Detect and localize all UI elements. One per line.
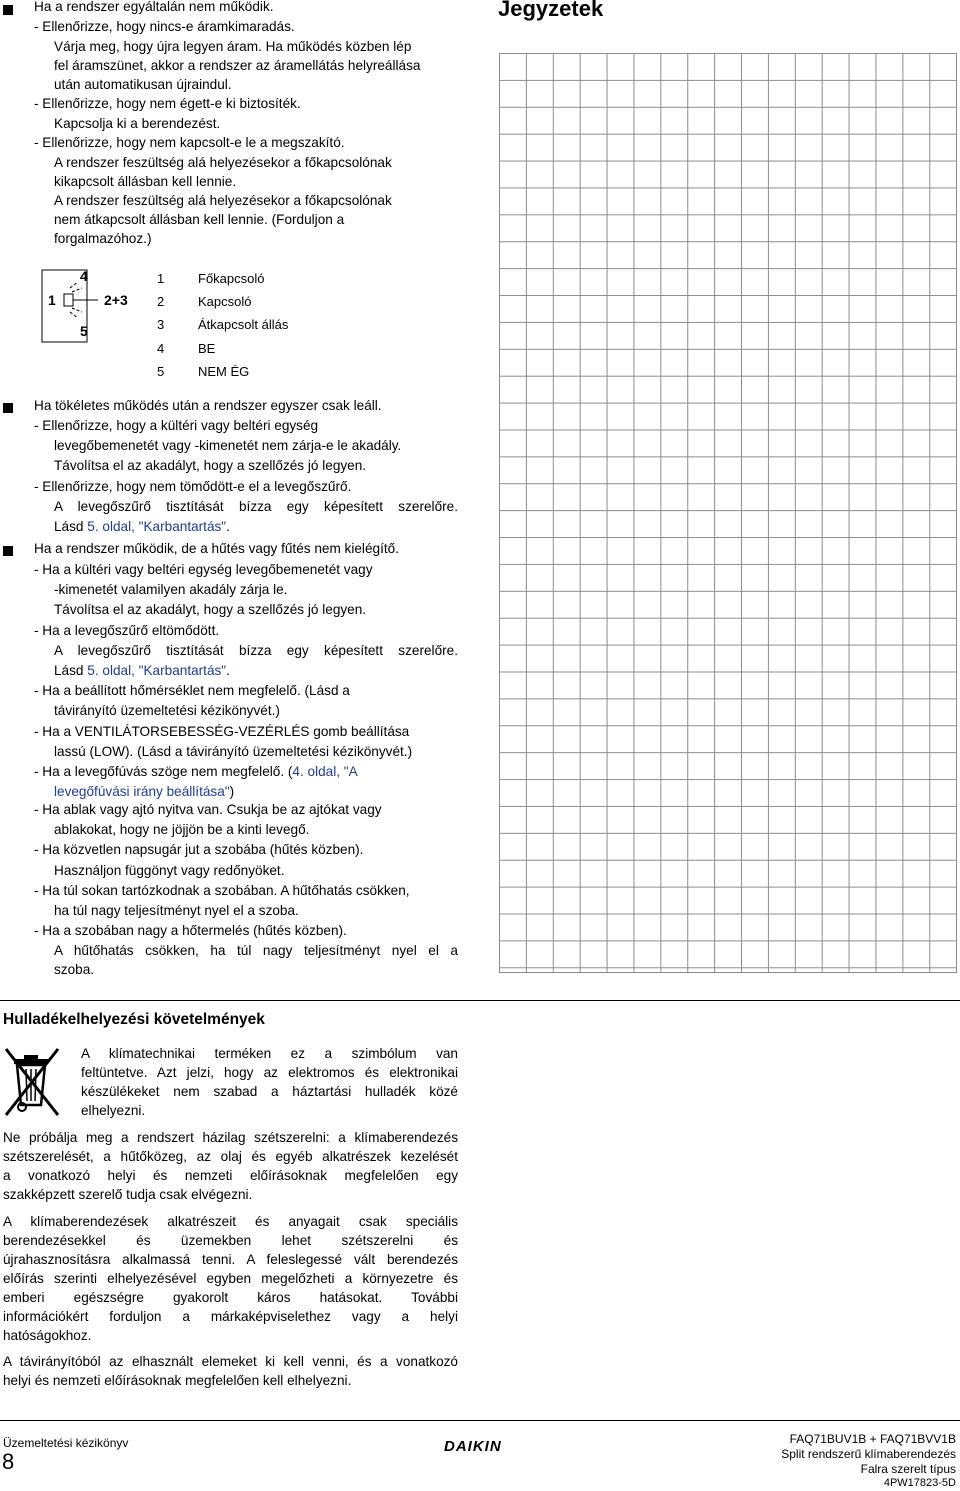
disposal-intro bbox=[81, 1044, 458, 1120]
text-line: - Ellenőrizze, hogy nincs-e áramkimaradás. bbox=[34, 19, 295, 34]
footer-product-line-2: Falra szerelt típus bbox=[860, 1462, 956, 1476]
text-line: után automatikusan újraindul. bbox=[54, 77, 232, 92]
legend-text: Kapcsoló bbox=[198, 294, 252, 309]
text-line: Távolítsa el az akadályt, hogy a szellőzés jó legyen. bbox=[54, 458, 367, 473]
text-line: Távolítsa el az akadályt, hogy a szellőzés jó legyen. bbox=[54, 602, 367, 617]
text-line: ha túl nagy teljesítményt nyel el a szoba. bbox=[54, 903, 299, 918]
text-line: Várja meg, hogy újra legyen áram. Ha működés közben lép bbox=[54, 39, 412, 54]
section-divider bbox=[0, 1000, 960, 1001]
text-line: szétszerelését, a hűtőközeg, az olaj és egyéb alkatrészek kezelését bbox=[3, 1149, 458, 1164]
text-line: a vonatkozó helyi és nemzeti előírásoknak megfelelően egy bbox=[3, 1168, 458, 1183]
text-line: kikapcsolt állásban kell lennie. bbox=[54, 174, 237, 189]
text-line: Használjon függönyt vagy redőnyöket. bbox=[54, 863, 285, 878]
text-line: nem átkapcsolt állásban kell lennie. (Forduljon a bbox=[54, 212, 345, 227]
bullet-square bbox=[3, 546, 13, 556]
text-line: újrahasznosításra alkalmassá tenni. A feleslegessé vált berendezés bbox=[3, 1252, 458, 1267]
text-line: - Ha a kültéri vagy beltéri egység levegőbemenetét vagy bbox=[34, 562, 373, 577]
footer-model: FAQ71BUV1B + FAQ71BVV1B bbox=[789, 1432, 956, 1446]
text-line: - Ellenőrizze, hogy nem tömődött-e el a levegőszűrő. bbox=[34, 479, 352, 494]
disposal-para-3 bbox=[3, 1352, 458, 1390]
text-line: emberi egészségre gyakorolt káros hatásokat. További bbox=[3, 1290, 458, 1305]
airflow-link-cont[interactable]: levegőfúvási irány beállítása" bbox=[54, 784, 230, 799]
text-line: A hűtőhatás csökken, ha túl nagy teljesítményt nyel el a bbox=[54, 943, 458, 958]
text-line: A rendszer feszültség alá helyezésekor a főkapcsolónak bbox=[54, 193, 392, 208]
text-line: távirányító üzemeltetési kézikönyvét.) bbox=[54, 703, 280, 718]
reference-line bbox=[54, 517, 230, 537]
text-line: -kimenetét valamilyen akadály zárja le. bbox=[54, 582, 288, 597]
airflow-line-2 bbox=[54, 782, 234, 802]
airflow-suffix: ) bbox=[229, 784, 235, 799]
legend-number: 3 bbox=[157, 317, 165, 332]
legend-text: NEM ÉG bbox=[198, 364, 250, 379]
text-line: Kapcsolja ki a berendezést. bbox=[54, 116, 221, 131]
text-line: - Ha a beállított hőmérséklet nem megfelelő. (Lásd a bbox=[34, 683, 350, 698]
legend-text: Főkapcsoló bbox=[198, 271, 265, 286]
text-line: - Ha túl sokan tartózkodnak a szobában. A hűtőhatás csökken, bbox=[34, 883, 410, 898]
disposal-para-1 bbox=[3, 1128, 458, 1204]
ref-prefix: Lásd bbox=[54, 519, 88, 534]
text-line: - Ha a szobában nagy a hőtermelés (hűtés közben). bbox=[34, 923, 347, 938]
ref-suffix: . bbox=[226, 519, 230, 534]
text-line: ablakokat, hogy ne jöjjön be a kinti levegő. bbox=[54, 822, 310, 837]
footer-product-line-1: Split rendszerű klímaberendezés bbox=[781, 1447, 956, 1461]
ref-suffix: . bbox=[226, 663, 230, 678]
text-line: fel áramszünet, akkor a rendszer az áramellátás helyreállása bbox=[54, 58, 421, 73]
text-line: berendezésekkel és üzemekben lehet szétszerelni és bbox=[3, 1233, 458, 1248]
disposal-para-2 bbox=[3, 1212, 458, 1345]
text-line: A rendszer feszültség alá helyezésekor a főkapcsolónak bbox=[54, 155, 392, 170]
diagram-label-5: 5 bbox=[80, 323, 88, 339]
section-heading: Ha tökéletes működés után a rendszer egyszer csak leáll. bbox=[34, 398, 382, 413]
section-heading: Ha a rendszer működik, de a hűtés vagy fűtés nem kielégítő. bbox=[34, 541, 399, 556]
text-line: helyi és nemzeti előírásoknak megfelelően kell elhelyezni. bbox=[3, 1373, 352, 1388]
notes-title: Jegyzetek bbox=[498, 0, 604, 21]
footer-divider bbox=[0, 1420, 960, 1421]
text-line: előírás szerinti elhelyezésével egyben megelőzheti a környezetre és bbox=[3, 1271, 458, 1286]
legend-number: 2 bbox=[157, 294, 165, 309]
text-line: szoba. bbox=[54, 962, 95, 977]
legend-number: 1 bbox=[157, 271, 165, 286]
text-line: lassú (LOW). (Lásd a távirányító üzemeltetési kézikönyvét.) bbox=[54, 744, 413, 759]
airflow-line bbox=[34, 762, 358, 782]
maintenance-link[interactable]: 5. oldal, "Karbantartás" bbox=[87, 519, 227, 534]
text-line: szakképzett szerelő tudja csak elvégezni. bbox=[3, 1187, 253, 1202]
ref-prefix: Lásd bbox=[54, 663, 88, 678]
text-line: A levegőszűrő tisztítását bízza egy képesített szerelőre. bbox=[54, 643, 458, 658]
bullet-square bbox=[3, 403, 13, 413]
text-line: A klímaberendezések alkatrészeit és anyagait csak speciális bbox=[3, 1214, 458, 1229]
diagram-label-4: 4 bbox=[80, 268, 88, 284]
legend-number: 4 bbox=[157, 341, 165, 356]
notes-grid bbox=[499, 53, 957, 973]
text-line: A levegőszűrő tisztítását bízza egy képesített szerelőre. bbox=[54, 499, 458, 514]
diagram-label-1: 1 bbox=[48, 292, 56, 308]
text-line: A távirányítóból az elhasznált elemeket ki kell venni, és a vonatkozó bbox=[3, 1354, 458, 1369]
text-line: Ne próbálja meg a rendszert házilag szétszerelni: a klímaberendezés bbox=[3, 1130, 458, 1145]
diagram-label-2-3: 2+3 bbox=[104, 292, 128, 308]
maintenance-link[interactable]: 5. oldal, "Karbantartás" bbox=[87, 663, 227, 678]
crossed-bin-icon bbox=[4, 1047, 64, 1119]
bullet-square bbox=[3, 5, 13, 15]
airflow-prefix: - Ha a levegőfúvás szöge nem megfelelő. ( bbox=[34, 764, 293, 779]
footer-doc-code: 4PW17823-5D bbox=[883, 1477, 956, 1489]
text-line: információkért forduljon a márkaképviselethez vagy a helyi bbox=[3, 1309, 458, 1324]
section-heading: Ha a rendszer egyáltalán nem működik. bbox=[34, 0, 274, 14]
text-line: - Ha a VENTILÁTORSEBESSÉG-VEZÉRLÉS gomb beállítása bbox=[34, 724, 410, 739]
text-line: - Ellenőrizze, hogy a kültéri vagy beltéri egység bbox=[34, 418, 319, 433]
legend-text: BE bbox=[198, 341, 216, 356]
reference-line bbox=[54, 661, 230, 681]
footer-doc-type: Üzemeltetési kézikönyv bbox=[3, 1436, 129, 1450]
text-line: készülékeket nem szabad a háztartási hulladék közé bbox=[81, 1084, 458, 1099]
text-line: elhelyezni. bbox=[81, 1103, 146, 1118]
text-line: levegőbemenetét vagy -kimenetét nem zárja-e le akadály. bbox=[54, 438, 402, 453]
text-line: A klímatechnikai terméken ez a szimbólum van bbox=[81, 1046, 458, 1061]
legend-text: Átkapcsolt állás bbox=[198, 317, 289, 332]
airflow-link[interactable]: 4. oldal, "A bbox=[292, 764, 358, 779]
text-line: - Ha közvetlen napsugár jut a szobába (hűtés közben). bbox=[34, 842, 364, 857]
text-line: - Ha ablak vagy ajtó nyitva van. Csukja be az ajtókat vagy bbox=[34, 802, 382, 817]
legend-number: 5 bbox=[157, 364, 165, 379]
text-line: - Ellenőrizze, hogy nem égett-e ki biztosíték. bbox=[34, 96, 301, 111]
text-line: forgalmazóhoz.) bbox=[54, 231, 152, 246]
disposal-heading: Hulladékelhelyezési követelmények bbox=[3, 1011, 265, 1028]
text-line: feltüntetve. Azt jelzi, hogy az elektromos és elektronikai bbox=[81, 1065, 458, 1080]
text-line: hatóságokhoz. bbox=[3, 1328, 92, 1343]
page-number: 8 bbox=[2, 1449, 15, 1474]
text-line: - Ha a levegőszűrő eltömődött. bbox=[34, 623, 220, 638]
daikin-logo: DAIKIN bbox=[444, 1438, 502, 1455]
text-line: - Ellenőrizze, hogy nem kapcsolt-e le a megszakító. bbox=[34, 135, 345, 150]
